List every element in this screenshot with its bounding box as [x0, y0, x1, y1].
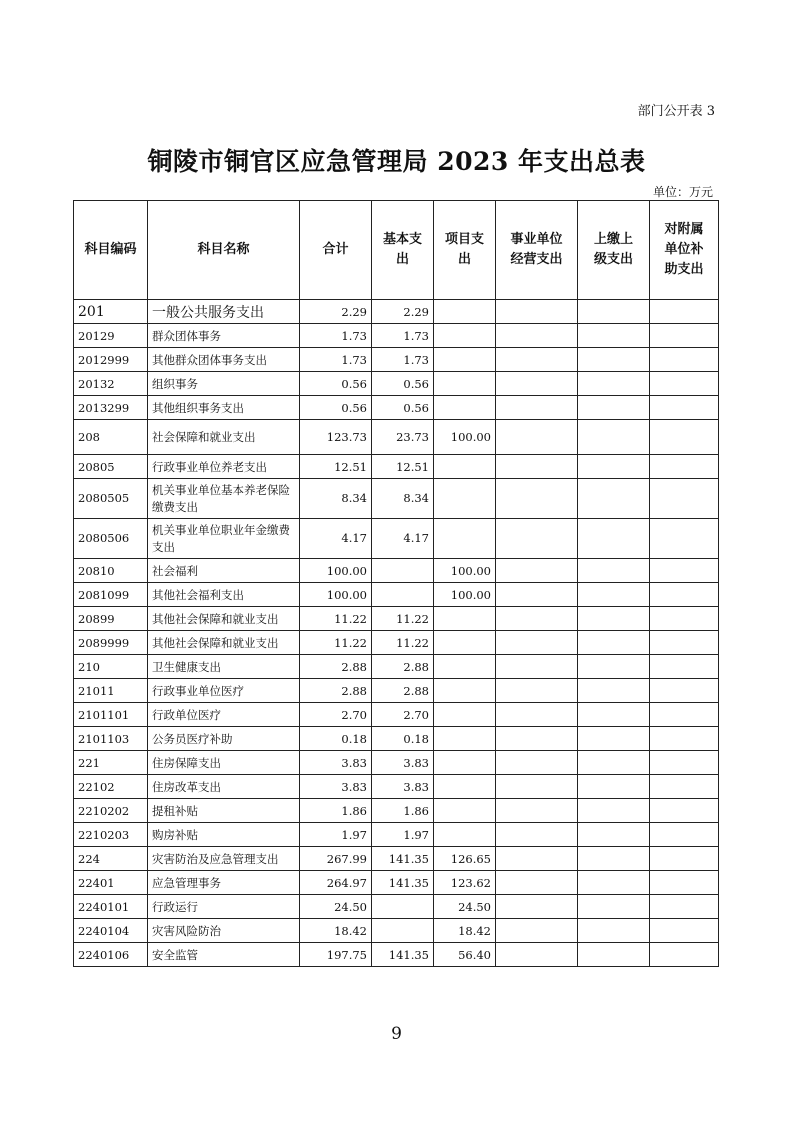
table-row — [74, 479, 719, 519]
cell-project: 126.65 — [434, 847, 496, 871]
table-row — [74, 631, 719, 655]
cell-remit — [578, 679, 650, 703]
cell-total: 3.83 — [300, 775, 372, 799]
unit-label: 单位：万元 — [652, 185, 713, 199]
cell-subsidy — [650, 479, 719, 519]
table-row — [74, 559, 719, 583]
cell-remit — [578, 775, 650, 799]
expenditure-table — [73, 200, 719, 967]
cell-code: 224 — [74, 847, 148, 871]
cell-project: 56.40 — [434, 943, 496, 967]
cell-code: 2101101 — [74, 703, 148, 727]
cell-project — [434, 823, 496, 847]
table-row — [74, 943, 719, 967]
cell-project — [434, 607, 496, 631]
cell-name: 其他组织事务支出 — [148, 396, 300, 420]
cell-name: 其他社会保障和就业支出 — [148, 631, 300, 655]
cell-basic: 0.56 — [372, 396, 434, 420]
cell-total: 1.73 — [300, 348, 372, 372]
cell-total: 11.22 — [300, 631, 372, 655]
cell-project — [434, 372, 496, 396]
page-number: 9 — [391, 1024, 402, 1044]
cell-total: 0.56 — [300, 396, 372, 420]
cell-project — [434, 396, 496, 420]
cell-basic: 141.35 — [372, 943, 434, 967]
cell-subsidy — [650, 348, 719, 372]
cell-subsidy — [650, 455, 719, 479]
cell-business — [496, 703, 578, 727]
cell-business — [496, 727, 578, 751]
cell-subsidy — [650, 751, 719, 775]
cell-business — [496, 775, 578, 799]
cell-business — [496, 420, 578, 455]
cell-remit — [578, 348, 650, 372]
cell-name: 安全监管 — [148, 943, 300, 967]
cell-basic: 2.70 — [372, 703, 434, 727]
cell-code: 20129 — [74, 324, 148, 348]
cell-project — [434, 727, 496, 751]
cell-subsidy — [650, 727, 719, 751]
cell-basic — [372, 583, 434, 607]
table-row — [74, 519, 719, 559]
cell-project: 24.50 — [434, 895, 496, 919]
cell-code: 208 — [74, 420, 148, 455]
table-row — [74, 895, 719, 919]
cell-basic: 1.73 — [372, 348, 434, 372]
cell-basic: 141.35 — [372, 871, 434, 895]
cell-remit — [578, 455, 650, 479]
header-business: 事业单位 经营支出 — [496, 201, 578, 300]
cell-subsidy — [650, 372, 719, 396]
cell-subsidy — [650, 775, 719, 799]
table-row — [74, 751, 719, 775]
cell-business — [496, 324, 578, 348]
cell-name: 其他社会福利支出 — [148, 583, 300, 607]
cell-business — [496, 607, 578, 631]
cell-subsidy — [650, 396, 719, 420]
cell-basic: 141.35 — [372, 847, 434, 871]
cell-subsidy — [650, 847, 719, 871]
cell-code: 210 — [74, 655, 148, 679]
cell-project: 100.00 — [434, 583, 496, 607]
cell-remit — [578, 751, 650, 775]
cell-business — [496, 372, 578, 396]
cell-remit — [578, 799, 650, 823]
table-row — [74, 775, 719, 799]
cell-remit — [578, 847, 650, 871]
table-row — [74, 847, 719, 871]
cell-remit — [578, 943, 650, 967]
table-row — [74, 583, 719, 607]
cell-business — [496, 559, 578, 583]
cell-business — [496, 943, 578, 967]
cell-total: 18.42 — [300, 919, 372, 943]
cell-code: 2012999 — [74, 348, 148, 372]
cell-business — [496, 871, 578, 895]
cell-total: 8.34 — [300, 479, 372, 519]
header-subsidy: 对附属 单位补 助支出 — [650, 201, 719, 300]
cell-total: 4.17 — [300, 519, 372, 559]
cell-subsidy — [650, 679, 719, 703]
cell-name: 行政单位医疗 — [148, 703, 300, 727]
cell-remit — [578, 324, 650, 348]
cell-name: 一般公共服务支出 — [148, 300, 300, 324]
cell-code: 2240104 — [74, 919, 148, 943]
table-row — [74, 372, 719, 396]
cell-project — [434, 775, 496, 799]
cell-business — [496, 799, 578, 823]
cell-name: 卫生健康支出 — [148, 655, 300, 679]
cell-basic: 4.17 — [372, 519, 434, 559]
cell-project — [434, 348, 496, 372]
cell-project: 100.00 — [434, 420, 496, 455]
table-row — [74, 679, 719, 703]
cell-subsidy — [650, 919, 719, 943]
cell-total: 2.70 — [300, 703, 372, 727]
cell-basic: 3.83 — [372, 751, 434, 775]
cell-basic: 1.97 — [372, 823, 434, 847]
header-remit: 上缴上 级支出 — [578, 201, 650, 300]
cell-subsidy — [650, 519, 719, 559]
cell-remit — [578, 372, 650, 396]
cell-business — [496, 300, 578, 324]
cell-total: 1.97 — [300, 823, 372, 847]
cell-remit — [578, 559, 650, 583]
cell-basic — [372, 895, 434, 919]
table-header-row — [74, 201, 719, 300]
cell-business — [496, 631, 578, 655]
cell-remit — [578, 823, 650, 847]
cell-name: 应急管理事务 — [148, 871, 300, 895]
cell-project — [434, 655, 496, 679]
form-number: 部门公开表 3 — [637, 104, 715, 119]
cell-basic: 8.34 — [372, 479, 434, 519]
cell-total: 100.00 — [300, 559, 372, 583]
cell-name: 提租补贴 — [148, 799, 300, 823]
table-row — [74, 607, 719, 631]
cell-subsidy — [650, 420, 719, 455]
cell-total: 1.73 — [300, 324, 372, 348]
cell-business — [496, 655, 578, 679]
cell-project — [434, 751, 496, 775]
cell-basic: 2.29 — [372, 300, 434, 324]
cell-project: 123.62 — [434, 871, 496, 895]
cell-remit — [578, 703, 650, 727]
cell-name: 其他社会保障和就业支出 — [148, 607, 300, 631]
cell-total: 2.88 — [300, 679, 372, 703]
cell-basic — [372, 919, 434, 943]
cell-name: 灾害防治及应急管理支出 — [148, 847, 300, 871]
table-row — [74, 823, 719, 847]
cell-name: 购房补贴 — [148, 823, 300, 847]
cell-basic: 0.18 — [372, 727, 434, 751]
cell-project — [434, 479, 496, 519]
cell-name: 组织事务 — [148, 372, 300, 396]
cell-basic: 12.51 — [372, 455, 434, 479]
cell-project — [434, 324, 496, 348]
cell-subsidy — [650, 799, 719, 823]
cell-basic: 2.88 — [372, 679, 434, 703]
cell-remit — [578, 479, 650, 519]
cell-remit — [578, 727, 650, 751]
cell-total: 267.99 — [300, 847, 372, 871]
cell-name: 其他群众团体事务支出 — [148, 348, 300, 372]
cell-business — [496, 847, 578, 871]
cell-code: 21011 — [74, 679, 148, 703]
cell-subsidy — [650, 871, 719, 895]
page-title: 铜陵市铜官区应急管理局 2023 年支出总表 — [147, 147, 646, 176]
header-code: 科目编码 — [74, 201, 148, 300]
cell-name: 机关事业单位基本养老保险缴费支出 — [148, 479, 300, 519]
cell-name: 机关事业单位职业年金缴费支出 — [148, 519, 300, 559]
cell-subsidy — [650, 895, 719, 919]
cell-basic: 2.88 — [372, 655, 434, 679]
cell-business — [496, 583, 578, 607]
cell-remit — [578, 655, 650, 679]
table-row — [74, 396, 719, 420]
cell-subsidy — [650, 300, 719, 324]
cell-basic: 1.73 — [372, 324, 434, 348]
cell-business — [496, 895, 578, 919]
cell-basic: 23.73 — [372, 420, 434, 455]
table-row — [74, 324, 719, 348]
cell-basic: 11.22 — [372, 607, 434, 631]
cell-total: 0.18 — [300, 727, 372, 751]
cell-code: 22102 — [74, 775, 148, 799]
cell-name: 群众团体事务 — [148, 324, 300, 348]
cell-subsidy — [650, 703, 719, 727]
cell-code: 2080506 — [74, 519, 148, 559]
cell-name: 社会保障和就业支出 — [148, 420, 300, 455]
table-row — [74, 703, 719, 727]
cell-code: 2210202 — [74, 799, 148, 823]
cell-code: 2240101 — [74, 895, 148, 919]
table-row — [74, 727, 719, 751]
cell-code: 2080505 — [74, 479, 148, 519]
cell-business — [496, 751, 578, 775]
cell-code: 2240106 — [74, 943, 148, 967]
cell-business — [496, 919, 578, 943]
cell-basic: 3.83 — [372, 775, 434, 799]
cell-remit — [578, 583, 650, 607]
cell-basic: 0.56 — [372, 372, 434, 396]
header-project: 项目支 出 — [434, 201, 496, 300]
cell-code: 20810 — [74, 559, 148, 583]
cell-subsidy — [650, 583, 719, 607]
cell-business — [496, 679, 578, 703]
table-row — [74, 300, 719, 324]
cell-code: 221 — [74, 751, 148, 775]
cell-business — [496, 396, 578, 420]
cell-remit — [578, 631, 650, 655]
cell-code: 22401 — [74, 871, 148, 895]
cell-basic: 11.22 — [372, 631, 434, 655]
cell-total: 1.86 — [300, 799, 372, 823]
cell-subsidy — [650, 943, 719, 967]
cell-remit — [578, 300, 650, 324]
cell-basic — [372, 559, 434, 583]
cell-business — [496, 479, 578, 519]
cell-total: 3.83 — [300, 751, 372, 775]
cell-code: 2081099 — [74, 583, 148, 607]
cell-subsidy — [650, 559, 719, 583]
cell-name: 行政事业单位医疗 — [148, 679, 300, 703]
cell-project — [434, 519, 496, 559]
table-row — [74, 455, 719, 479]
cell-business — [496, 455, 578, 479]
cell-subsidy — [650, 655, 719, 679]
cell-code: 20132 — [74, 372, 148, 396]
cell-remit — [578, 871, 650, 895]
cell-project — [434, 631, 496, 655]
cell-remit — [578, 919, 650, 943]
cell-total: 264.97 — [300, 871, 372, 895]
header-total: 合计 — [300, 201, 372, 300]
cell-project: 100.00 — [434, 559, 496, 583]
cell-remit — [578, 396, 650, 420]
table-row — [74, 348, 719, 372]
cell-code: 2101103 — [74, 727, 148, 751]
cell-project — [434, 799, 496, 823]
header-basic: 基本支 出 — [372, 201, 434, 300]
cell-subsidy — [650, 823, 719, 847]
table-row — [74, 871, 719, 895]
cell-name: 公务员医疗补助 — [148, 727, 300, 751]
cell-code: 20899 — [74, 607, 148, 631]
cell-project — [434, 679, 496, 703]
cell-name: 住房改革支出 — [148, 775, 300, 799]
cell-name: 灾害风险防治 — [148, 919, 300, 943]
table-row — [74, 799, 719, 823]
cell-project: 18.42 — [434, 919, 496, 943]
cell-code: 2089999 — [74, 631, 148, 655]
cell-project — [434, 455, 496, 479]
cell-total: 2.88 — [300, 655, 372, 679]
table-row — [74, 919, 719, 943]
cell-business — [496, 348, 578, 372]
cell-business — [496, 519, 578, 559]
cell-subsidy — [650, 607, 719, 631]
cell-project — [434, 300, 496, 324]
header-name: 科目名称 — [148, 201, 300, 300]
cell-remit — [578, 519, 650, 559]
cell-total: 100.00 — [300, 583, 372, 607]
cell-remit — [578, 895, 650, 919]
cell-total: 12.51 — [300, 455, 372, 479]
cell-subsidy — [650, 631, 719, 655]
table-body — [74, 300, 719, 967]
cell-total: 0.56 — [300, 372, 372, 396]
cell-name: 住房保障支出 — [148, 751, 300, 775]
cell-code: 2013299 — [74, 396, 148, 420]
cell-name: 行政事业单位养老支出 — [148, 455, 300, 479]
cell-name: 社会福利 — [148, 559, 300, 583]
cell-project — [434, 703, 496, 727]
cell-subsidy — [650, 324, 719, 348]
cell-code: 2210203 — [74, 823, 148, 847]
cell-total: 2.29 — [300, 300, 372, 324]
cell-total: 197.75 — [300, 943, 372, 967]
cell-code: 20805 — [74, 455, 148, 479]
cell-total: 11.22 — [300, 607, 372, 631]
cell-total: 24.50 — [300, 895, 372, 919]
cell-business — [496, 823, 578, 847]
cell-remit — [578, 607, 650, 631]
cell-name: 行政运行 — [148, 895, 300, 919]
cell-basic: 1.86 — [372, 799, 434, 823]
table-row — [74, 420, 719, 455]
cell-code: 201 — [74, 300, 148, 324]
cell-remit — [578, 420, 650, 455]
table-row — [74, 655, 719, 679]
cell-total: 123.73 — [300, 420, 372, 455]
